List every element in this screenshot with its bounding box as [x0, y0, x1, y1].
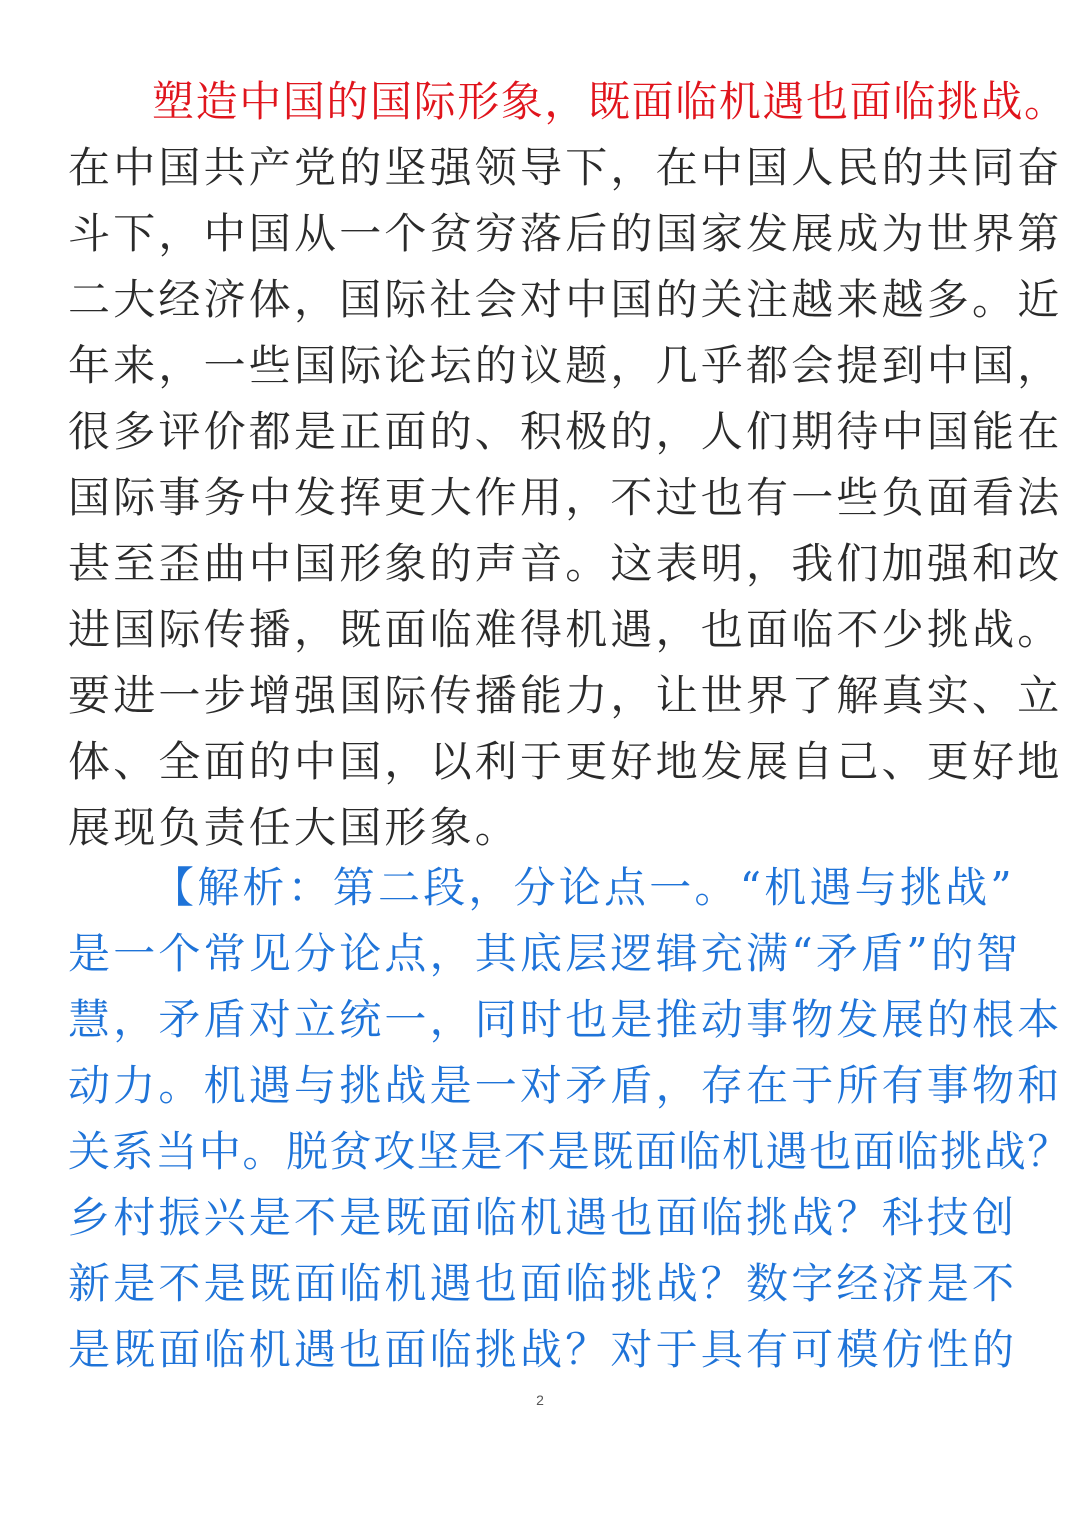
paragraph-line: 年来，一些国际论坛的议题，几乎都会提到中国，: [68, 341, 1063, 390]
paragraph-line: 斗下，中国从一个贫穷落后的国家发展成为世界第: [68, 209, 1063, 258]
paragraph-line: 展现负责任大国形象。: [68, 803, 521, 852]
page-number: 2: [536, 1392, 544, 1408]
paragraph-line: 体、全面的中国，以利于更好地发展自己、更好地: [68, 737, 1063, 786]
analysis-line: 是既面临机遇也面临挑战？对于具有可模仿性的: [68, 1325, 1018, 1374]
analysis-line: 是一个常见分论点，其底层逻辑充满“矛盾”的智: [68, 929, 1022, 978]
heading-line: 塑造中国的国际形象，既面临机遇也面临挑战。: [152, 77, 1068, 126]
paragraph-line: 要进一步增强国际传播能力，让世界了解真实、立: [68, 671, 1063, 720]
analysis-line: 新是不是既面临机遇也面临挑战？数字经济是不: [68, 1259, 1018, 1308]
paragraph-line: 在中国共产党的坚强领导下，在中国人民的共同奋: [68, 143, 1063, 192]
paragraph-line: 进国际传播，既面临难得机遇，也面临不少挑战。: [68, 605, 1063, 654]
analysis-line: 动力。机遇与挑战是一对矛盾，存在于所有事物和: [68, 1061, 1063, 1110]
analysis-line: 乡村振兴是不是既面临机遇也面临挑战？科技创: [68, 1193, 1018, 1242]
analysis-line: 关系当中。脱贫攻坚是不是既面临机遇也面临挑战？: [68, 1127, 1071, 1176]
paragraph-line: 很多评价都是正面的、积极的，人们期待中国能在: [68, 407, 1063, 456]
paragraph-line: 甚至歪曲中国形象的声音。这表明，我们加强和改: [68, 539, 1063, 588]
paragraph-line: 二大经济体，国际社会对中国的关注越来越多。近: [68, 275, 1063, 324]
analysis-line: 慧，矛盾对立统一，同时也是推动事物发展的根本: [68, 995, 1063, 1044]
paragraph-line: 国际事务中发挥更大作用，不过也有一些负面看法: [68, 473, 1063, 522]
analysis-line: 【解析：第二段，分论点一。“机遇与挑战”: [152, 863, 1015, 912]
